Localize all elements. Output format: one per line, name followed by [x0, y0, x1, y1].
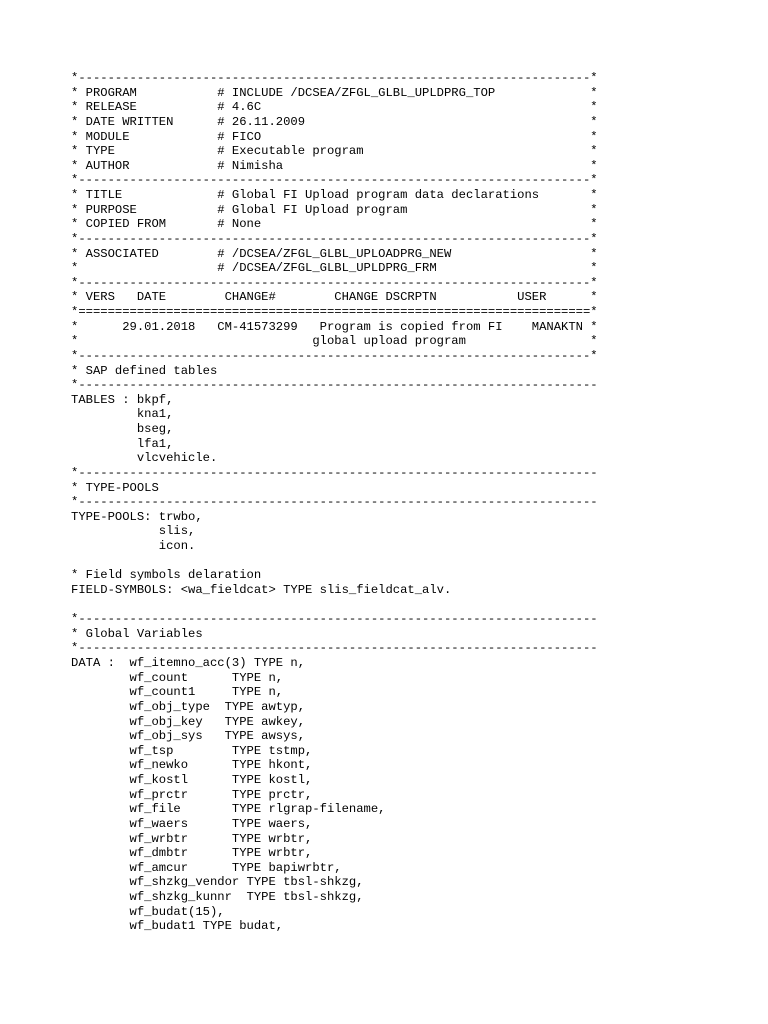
code-line: *----------------------------------------------------------------------* — [71, 231, 598, 246]
code-line: * DATE WRITTEN # 26.11.2009 * — [71, 114, 598, 129]
code-line: wf_shzkg_kunnr TYPE tbsl-shkzg, — [71, 890, 364, 904]
code-line: * RELEASE # 4.6C * — [71, 100, 598, 115]
code-line: * global upload program * — [71, 334, 598, 349]
code-line: bseg, — [71, 422, 174, 436]
code-line: * Global Variables — [71, 626, 203, 641]
code-line: *----------------------------------------------------------------------- — [71, 378, 598, 393]
code-line: * 29.01.2018 CM-41573299 Program is copied from FI MANAKTN * — [71, 319, 598, 334]
code-line: wf_waers TYPE waers, — [71, 816, 313, 831]
code-line: DATA : wf_itemno_acc(3) TYPE n, — [71, 656, 306, 670]
code-line: TABLES : bkpf, — [71, 392, 174, 407]
code-line: * TYPE-POOLS — [71, 480, 159, 495]
code-line: * TITLE # Global FI Upload program data declarations * — [71, 188, 598, 202]
code-line: wf_count TYPE n, — [71, 670, 284, 685]
code-line: wf_amcur TYPE bapiwrbtr, — [71, 860, 342, 875]
code-line: *----------------------------------------------------------------------- — [71, 641, 598, 656]
code-line: *----------------------------------------------------------------------* — [71, 173, 598, 188]
code-line: vlcvehicle. — [71, 451, 218, 466]
code-line: *----------------------------------------------------------------------* — [71, 71, 598, 85]
code-line: *----------------------------------------------------------------------- — [71, 612, 598, 627]
code-line: slis, — [71, 524, 196, 539]
code-line: *----------------------------------------------------------------------* — [71, 275, 598, 290]
code-line: wf_prctr TYPE prctr, — [71, 787, 313, 802]
code-line: * ASSOCIATED # /DCSEA/ZFGL_GLBL_UPLOADPRG_NEW * — [71, 246, 598, 261]
code-line: kna1, — [71, 407, 174, 422]
code-line: * Field symbols delaration — [71, 568, 262, 583]
code-line: wf_budat(15), — [71, 904, 225, 919]
code-line: *======================================================================* — [71, 305, 598, 319]
code-line: wf_kostl TYPE kostl, — [71, 773, 313, 787]
code-line: wf_tsp TYPE tstmp, — [71, 743, 313, 758]
code-line: * COPIED FROM # None * — [71, 217, 598, 232]
code-line: icon. — [71, 539, 196, 553]
code-line: wf_obj_type TYPE awtyp, — [71, 699, 306, 714]
code-line: *----------------------------------------------------------------------- — [71, 465, 598, 480]
code-line: wf_file TYPE rlgrap-filename, — [71, 802, 386, 817]
code-line: * PURPOSE # Global FI Upload program * — [71, 202, 598, 217]
code-line: * # /DCSEA/ZFGL_GLBL_UPLDPRG_FRM * — [71, 261, 598, 276]
code-line: wf_shzkg_vendor TYPE tbsl-shkzg, — [71, 875, 364, 890]
code-line: lfa1, — [71, 436, 174, 451]
code-line: * AUTHOR # Nimisha * — [71, 158, 598, 173]
code-line — [71, 554, 598, 569]
code-document — [71, 71, 598, 934]
code-line: * MODULE # FICO * — [71, 129, 598, 144]
code-line: wf_budat1 TYPE budat, — [71, 919, 284, 934]
code-line: * SAP defined tables — [71, 363, 218, 378]
code-line: wf_wrbtr TYPE wrbtr, — [71, 831, 313, 846]
code-line: * VERS DATE CHANGE# CHANGE DSCRPTN USER * — [71, 290, 598, 305]
code-line: *----------------------------------------------------------------------* — [71, 348, 598, 363]
code-line: FIELD-SYMBOLS: <wa_fieldcat> TYPE slis_fieldcat_alv. — [71, 582, 452, 597]
code-line — [71, 598, 598, 613]
code-line: wf_count1 TYPE n, — [71, 685, 284, 700]
code-line: wf_obj_sys TYPE awsys, — [71, 729, 306, 744]
code-line: wf_newko TYPE hkont, — [71, 758, 313, 773]
code-line: wf_dmbtr TYPE wrbtr, — [71, 846, 313, 861]
code-line: TYPE-POOLS: trwbo, — [71, 509, 203, 524]
code-line: * TYPE # Executable program * — [71, 144, 598, 159]
code-line: * PROGRAM # INCLUDE /DCSEA/ZFGL_GLBL_UPLDPRG_TOP * — [71, 85, 598, 100]
code-line: *----------------------------------------------------------------------- — [71, 495, 598, 510]
code-line: wf_obj_key TYPE awkey, — [71, 714, 306, 729]
